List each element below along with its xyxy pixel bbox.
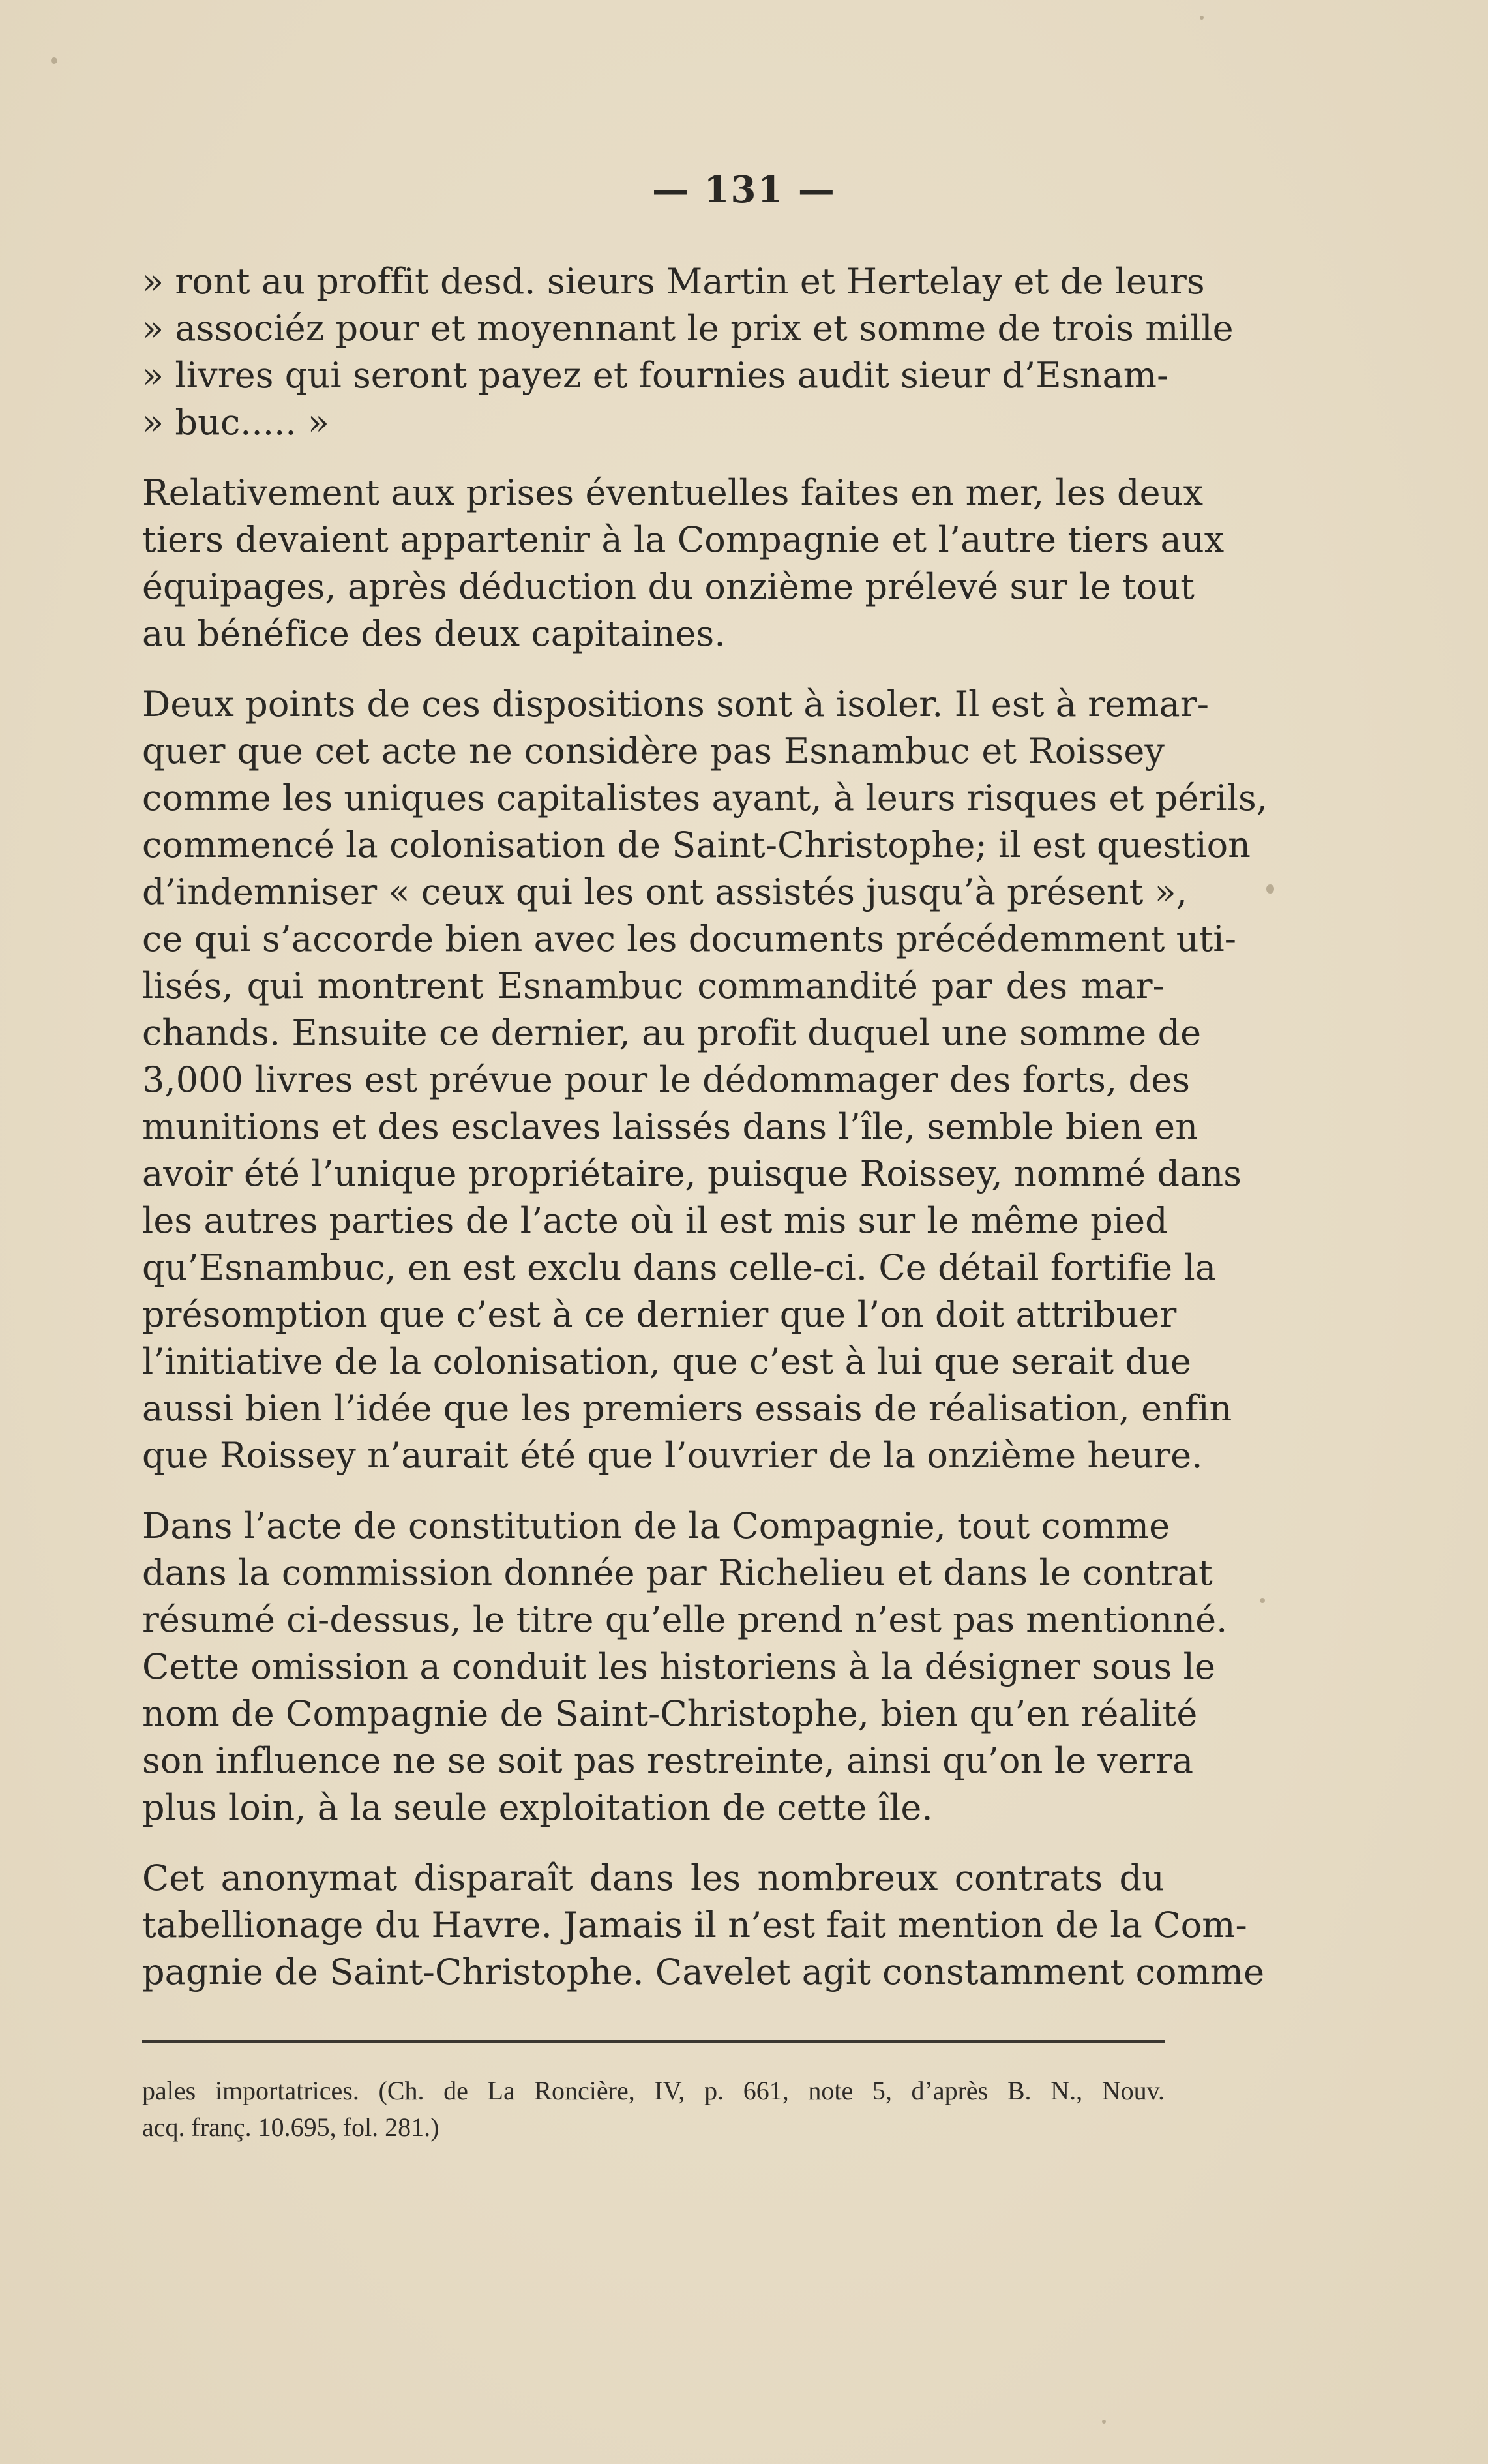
text-line: comme les uniques capitalistes ayant, à leurs risques et périls, [142,777,1268,819]
text-line: d’indemniser « ceux qui les ont assistés jusqu’à présent », [142,871,1188,912]
text-line: pagnie de Saint-Christophe. Cavelet agit constamment comme [142,1951,1265,1992]
text-line: résumé ci-dessus, le titre qu’elle prend n’est pas mentionné. [142,1599,1228,1640]
text-line: Dans l’acte de constitution de la Compagnie, tout comme [142,1505,1170,1546]
text-line: tabellionage du Havre. Jamais il n’est fait mention de la Com- [142,1904,1247,1946]
text-line: ce qui s’accorde bien avec les documents précédemment uti- [142,918,1237,959]
footnote [142,2073,1165,2146]
text-line: équipages, après déduction du onzième prélevé sur le tout [142,566,1195,607]
text-line: Cet anonymat disparaît dans les nombreux contrats du [142,1857,1165,1899]
text-line: qu’Esnambuc, en est exclu dans celle-ci. Ce détail fortifie la [142,1247,1217,1288]
paper-speck [51,57,57,64]
text-line: lisés, qui montrent Esnambuc commandité par des mar- [142,965,1165,1006]
text-line: dans la commission donnée par Richelieu et dans le contrat [142,1552,1213,1593]
footnote-divider [142,2040,1165,2043]
paragraph-anonymat [142,1855,1265,1996]
paper-speck [1260,1598,1265,1603]
text-line: Deux points de ces dispositions sont à isoler. Il est à remar- [142,684,1210,725]
text-line: » ront au proffit desd. sieurs Martin et Hertelay et de leurs [142,261,1205,302]
text-line: tiers devaient appartenir à la Compagnie et l’autre tiers aux [142,519,1225,560]
text-line: l’initiative de la colonisation, que c’est à lui que serait due [142,1341,1192,1382]
footnote-line: pales importatrices. (Ch. de La Roncière, IV, p. 661, note 5, d’après B. N., Nouv. [142,2076,1165,2105]
footnote-line: acq. franç. 10.695, fol. 281.) [142,2112,439,2142]
paragraph-constitution [142,1503,1228,1831]
text-line: chands. Ensuite ce dernier, au profit duquel une somme de [142,1012,1202,1053]
body-text [142,258,1268,1996]
paragraph-deux-points [142,681,1268,1479]
text-line: » associéz pour et moyennant le prix et somme de trois mille [142,308,1234,349]
text-line: Cette omission a conduit les historiens à la désigner sous le [142,1646,1216,1687]
paragraph-quote-continuation [142,258,1234,446]
text-line: que Roissey n’aurait été que l’ouvrier de la onzième heure. [142,1435,1203,1476]
page-number: — 131 — [652,168,836,211]
text-line: son influence ne se soit pas restreinte, ainsi qu’on le verra [142,1740,1194,1781]
text-line: les autres parties de l’acte où il est mis sur le même pied [142,1200,1168,1241]
paper-speck [1102,2420,1106,2424]
paper-speck [1266,884,1274,894]
text-line: » buc..... » [142,402,330,443]
text-line: au bénéfice des deux capitaines. [142,613,726,654]
text-line: commencé la colonisation de Saint-Christophe; il est question [142,824,1251,865]
text-line: avoir été l’unique propriétaire, puisque Roissey, nommé dans [142,1153,1242,1194]
text-line: Relativement aux prises éventuelles faites en mer, les deux [142,472,1204,513]
text-line: présomption que c’est à ce dernier que l’on doit attribuer [142,1294,1177,1335]
text-line: nom de Compagnie de Saint-Christophe, bien qu’en réalité [142,1693,1198,1734]
text-line: plus loin, à la seule exploitation de cette île. [142,1787,933,1828]
paper-speck [1200,16,1204,20]
paragraph-prises [142,470,1225,657]
text-line: quer que cet acte ne considère pas Esnambuc et Roissey [142,730,1165,772]
text-line: 3,000 livres est prévue pour le dédommager des forts, des [142,1059,1191,1100]
text-line: aussi bien l’idée que les premiers essais de réalisation, enfin [142,1388,1232,1429]
text-line: munitions et des esclaves laissés dans l’île, semble bien en [142,1106,1198,1147]
text-line: » livres qui seront payez et fournies audit sieur d’Esnam- [142,355,1169,396]
